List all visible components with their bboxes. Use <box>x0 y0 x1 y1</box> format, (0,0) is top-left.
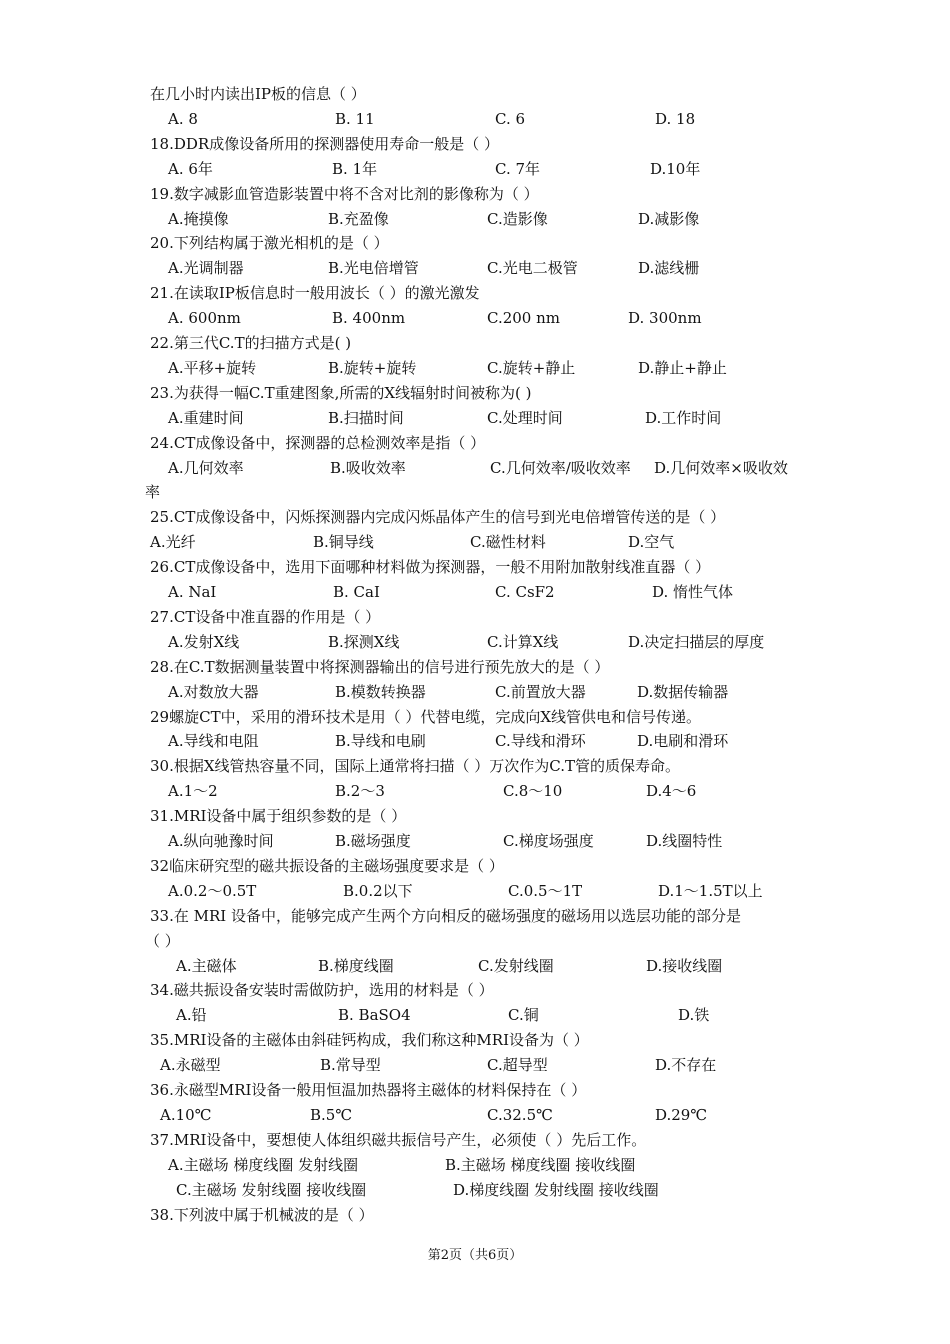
answer-option: B.2～3 <box>335 782 385 801</box>
answer-option: D.数据传输器 <box>637 682 729 701</box>
answer-option: A.光调制器 <box>168 259 244 278</box>
question-line: 31.MRI设备中属于组织参数的是（ ） <box>150 807 407 826</box>
answer-option: B.5℃ <box>310 1105 353 1124</box>
answer-option: A.永磁型 <box>160 1056 221 1075</box>
options-row <box>0 207 950 232</box>
question-line: 19.数字减影血管造影装置中将不含对比剂的影像称为（ ） <box>150 184 539 203</box>
question-line: 30.根据X线管热容量不同，国际上通常将扫描（ ）万次作为C.T管的质保寿命。 <box>150 757 681 776</box>
question-line: 34.磁共振设备安装时需做防护，选用的材料是（ ） <box>150 981 494 1000</box>
answer-option: C.旋转+静止 <box>487 358 576 377</box>
options-row <box>0 406 950 431</box>
options-row <box>0 580 950 605</box>
answer-option: B.梯度线圈 <box>318 956 394 975</box>
question-line: 23.为获得一幅C.T重建图象,所需的X线辐射时间被称为( ) <box>150 383 532 402</box>
answer-option: D.决定扫描层的厚度 <box>628 632 765 651</box>
answer-option: C.计算X线 <box>487 632 559 651</box>
options-row <box>0 107 950 132</box>
answer-option: D.几何效率×吸收效 <box>654 458 788 477</box>
options-row <box>0 1178 950 1203</box>
options-row <box>0 356 950 381</box>
question-line: 37.MRI设备中，要想使人体组织磁共振信号产生，必须使（ ）先后工作。 <box>150 1130 647 1149</box>
answer-option: B.模数转换器 <box>335 682 426 701</box>
answer-option: C.造影像 <box>487 209 548 228</box>
answer-option: B. 1年 <box>332 159 378 178</box>
answer-option: A.导线和电阻 <box>168 732 259 751</box>
question-line: 率 <box>145 483 161 502</box>
answer-option: D. 惰性气体 <box>652 583 734 601</box>
question-line: 33.在 MRI 设备中，能够完成产生两个方向相反的磁场强度的磁场用以选层功能的部分是 <box>150 906 741 925</box>
answer-option: B. CaI <box>333 583 380 601</box>
answer-option: C.磁性材料 <box>470 533 546 552</box>
answer-option: C.0.5～1T <box>508 881 583 900</box>
answer-option: A. 6年 <box>168 159 213 178</box>
answer-option: C.处理时间 <box>487 408 563 427</box>
answer-option: A. 8 <box>168 109 198 128</box>
answer-option: D.线圈特性 <box>646 832 723 850</box>
answer-option: A.10℃ <box>160 1105 212 1124</box>
answer-option: B.光电倍增管 <box>328 259 419 278</box>
answer-option: A.0.2～0.5T <box>168 881 257 900</box>
options-row <box>0 630 950 655</box>
answer-option: D.4～6 <box>646 782 697 801</box>
answer-option: B.旋转+旋转 <box>328 358 417 377</box>
question-line: 21.在读取IP板信息时一般用波长（ ）的激光激发 <box>150 284 480 303</box>
answer-option: C. 6 <box>495 109 526 128</box>
answer-option: A. 600nm <box>168 309 241 328</box>
page-footer: 第2页（共6页） <box>427 1248 523 1263</box>
options-row <box>0 729 950 754</box>
answer-option: D.10年 <box>650 159 701 178</box>
question-line: 25.CT成像设备中，闪烁探测器内完成闪烁晶体产生的信号到光电倍增管传送的是（ ） <box>150 508 726 527</box>
question-line: 32临床研究型的磁共振设备的主磁场强度要求是（ ） <box>150 856 504 875</box>
answer-option: C.32.5℃ <box>487 1105 553 1124</box>
answer-option: A.重建时间 <box>168 408 244 427</box>
options-row <box>0 456 950 481</box>
answer-option: D.不存在 <box>655 1056 717 1075</box>
question-line: 36.永磁型MRI设备一般用恒温加热器将主磁体的材料保持在（ ） <box>150 1081 587 1099</box>
answer-option: D.减影像 <box>638 209 700 228</box>
answer-option: D.电刷和滑环 <box>637 732 729 751</box>
answer-option: A.主磁场 梯度线圈 发射线圈 <box>168 1155 359 1174</box>
answer-option: B.扫描时间 <box>328 408 404 427</box>
answer-option: C.8～10 <box>503 782 563 801</box>
answer-option: C.200 nm <box>487 309 560 328</box>
question-line: 38.下列波中属于机械波的是（ ） <box>150 1205 374 1224</box>
question-line: 27.CT设备中准直器的作用是（ ） <box>150 607 381 626</box>
answer-option: C.梯度场强度 <box>503 832 594 850</box>
answer-option: B.导线和电刷 <box>335 732 426 751</box>
answer-option: B.主磁场 梯度线圈 接收线圈 <box>445 1155 636 1174</box>
question-line: 29螺旋CT中，采用的滑环技术是用（ ）代替电缆，完成向X线管供电和信号传递。 <box>150 707 702 726</box>
answer-option: A.光纤 <box>150 533 196 552</box>
answer-option: B.常导型 <box>320 1056 381 1075</box>
question-line: 28.在C.T数据测量装置中将探测器输出的信号进行预先放大的是（ ） <box>150 657 610 676</box>
options-row <box>0 954 950 979</box>
answer-option: D.铁 <box>678 1006 710 1025</box>
answer-option: A.铅 <box>176 1006 207 1025</box>
options-row <box>0 680 950 705</box>
answer-option: B.0.2以下 <box>343 881 413 900</box>
answer-option: C.铜 <box>508 1006 539 1025</box>
answer-option: D. 18 <box>655 109 696 128</box>
answer-option: A.发射X线 <box>168 632 240 651</box>
answer-option: A.主磁体 <box>176 956 237 975</box>
answer-option: C.前置放大器 <box>495 682 586 701</box>
answer-option: B. 400nm <box>332 309 406 328</box>
question-line: （ ） <box>145 931 180 950</box>
question-line: 26.CT成像设备中，选用下面哪种材料做为探测器，一般不用附加散射线准直器（ ） <box>150 558 711 577</box>
options-row <box>0 1053 950 1078</box>
options-row <box>0 530 950 555</box>
answer-option: D.滤线栅 <box>638 259 700 278</box>
options-row <box>0 306 950 331</box>
options-row <box>0 829 950 854</box>
answer-option: C.发射线圈 <box>478 956 554 975</box>
answer-option: B.吸收效率 <box>330 458 406 477</box>
answer-option: D.静止+静止 <box>638 358 727 377</box>
question-line: 24.CT成像设备中，探测器的总检测效率是指（ ） <box>150 433 486 452</box>
answer-option: B. 11 <box>335 109 375 128</box>
answer-option: D.接收线圈 <box>646 956 723 975</box>
question-line: 22.第三代C.T的扫描方式是( ) <box>150 334 352 352</box>
answer-option: C. 7年 <box>495 159 541 178</box>
answer-option: A.掩摸像 <box>168 209 229 228</box>
options-row <box>0 879 950 904</box>
question-line: 在几小时内读出IP板的信息（ ） <box>150 85 366 103</box>
answer-option: A.对数放大器 <box>168 682 259 701</box>
answer-option: A.几何效率 <box>168 458 244 477</box>
answer-option: D.工作时间 <box>645 408 722 427</box>
question-line: 20.下列结构属于激光相机的是（ ） <box>150 234 389 253</box>
question-line: 35.MRI设备的主磁体由斜硅钙构成，我们称这种MRI设备为（ ） <box>150 1031 589 1050</box>
answer-option: C. CsF2 <box>495 583 555 601</box>
answer-option: D.29℃ <box>655 1105 708 1124</box>
answer-option: C.导线和滑环 <box>495 732 586 751</box>
answer-option: A. NaI <box>168 583 217 601</box>
answer-option: D.梯度线圈 发射线圈 接收线圈 <box>453 1180 659 1199</box>
answer-option: A.1～2 <box>168 782 218 801</box>
question-line: 18.DDR成像设备所用的探测器使用寿命一般是（ ） <box>150 134 499 153</box>
answer-option: B.铜导线 <box>313 533 374 552</box>
options-row <box>0 1103 950 1128</box>
answer-option: C.主磁场 发射线圈 接收线圈 <box>176 1180 367 1199</box>
options-row <box>0 1153 950 1178</box>
answer-option: B.磁场强度 <box>335 832 411 850</box>
options-row <box>0 256 950 281</box>
answer-option: B. BaSO4 <box>338 1006 411 1025</box>
options-row <box>0 779 950 804</box>
options-row <box>0 1003 950 1028</box>
answer-option: B.探测X线 <box>328 632 400 651</box>
answer-option: C.几何效率/吸收效率 <box>490 458 631 477</box>
answer-option: D.1～1.5T以上 <box>658 881 763 900</box>
answer-option: D.空气 <box>628 533 675 552</box>
answer-option: A.平移+旋转 <box>168 358 257 377</box>
answer-option: C.超导型 <box>487 1056 548 1075</box>
answer-option: B.充盈像 <box>328 209 389 228</box>
answer-option: A.纵向驰豫时间 <box>168 832 274 850</box>
answer-option: C.光电二极管 <box>487 259 578 278</box>
options-row <box>0 157 950 182</box>
answer-option: D. 300nm <box>628 309 702 328</box>
